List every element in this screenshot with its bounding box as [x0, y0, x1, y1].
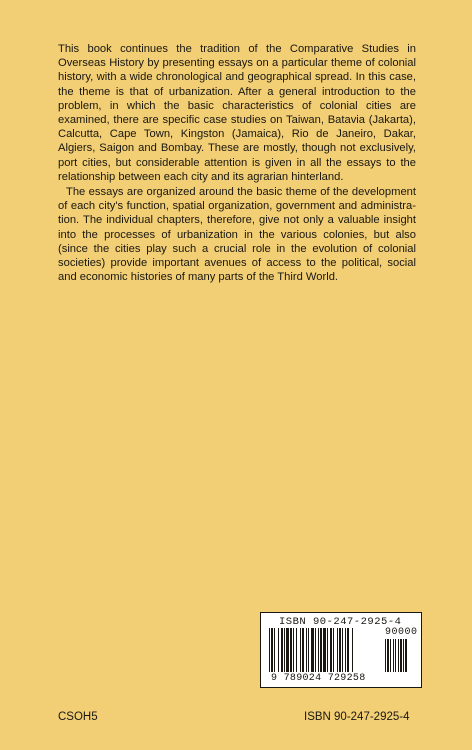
barcode-bars: [269, 628, 415, 674]
blurb-paragraph-2: The essays are organized around the basic theme of the development of each city's function, spatial organization, government and administration. The individual chapters, therefore, give not only a valuable insight into the processes of urbanization in the various colonies, but also (since the cities play such a crucial role in the evolution of colonial societies) provide important avenues of access to the political, social and economic histories of many parts of the Third World.: [58, 186, 416, 284]
barcode-addon-digits: 90000: [385, 627, 418, 638]
isbn-barcode: [260, 612, 422, 688]
isbn-number: ISBN 90-247-2925-4: [304, 711, 410, 723]
series-code: CSOH5: [58, 711, 98, 723]
blurb-paragraph-1: This book continues the tradition of the Comparative Studies in Overseas History by presenting essays on a particular theme of colonial history, with a wide chronological and geographical spread. In this case, the theme is that of urbanization. After a general introduction to the problem, in which the basic characteristics of colonial cities are examined, there are specific case studies on Taiwan, Batavia (Jakarta), Calcutta, Cape Town, Kingston (Jamaica), Rio de Janeiro, Dakar, Algiers, Saigon and Bombay. These are mostly, though not exclusively, port cities, but considerable attention is given in all the essays to the relationship between each city and its agrarian hinterland.: [58, 43, 416, 183]
barcode-isbn-label: ISBN 90-247-2925-4: [279, 616, 402, 628]
back-cover-blurb: [58, 42, 416, 284]
barcode-ean-digits: 9 789024 729258: [271, 673, 366, 684]
